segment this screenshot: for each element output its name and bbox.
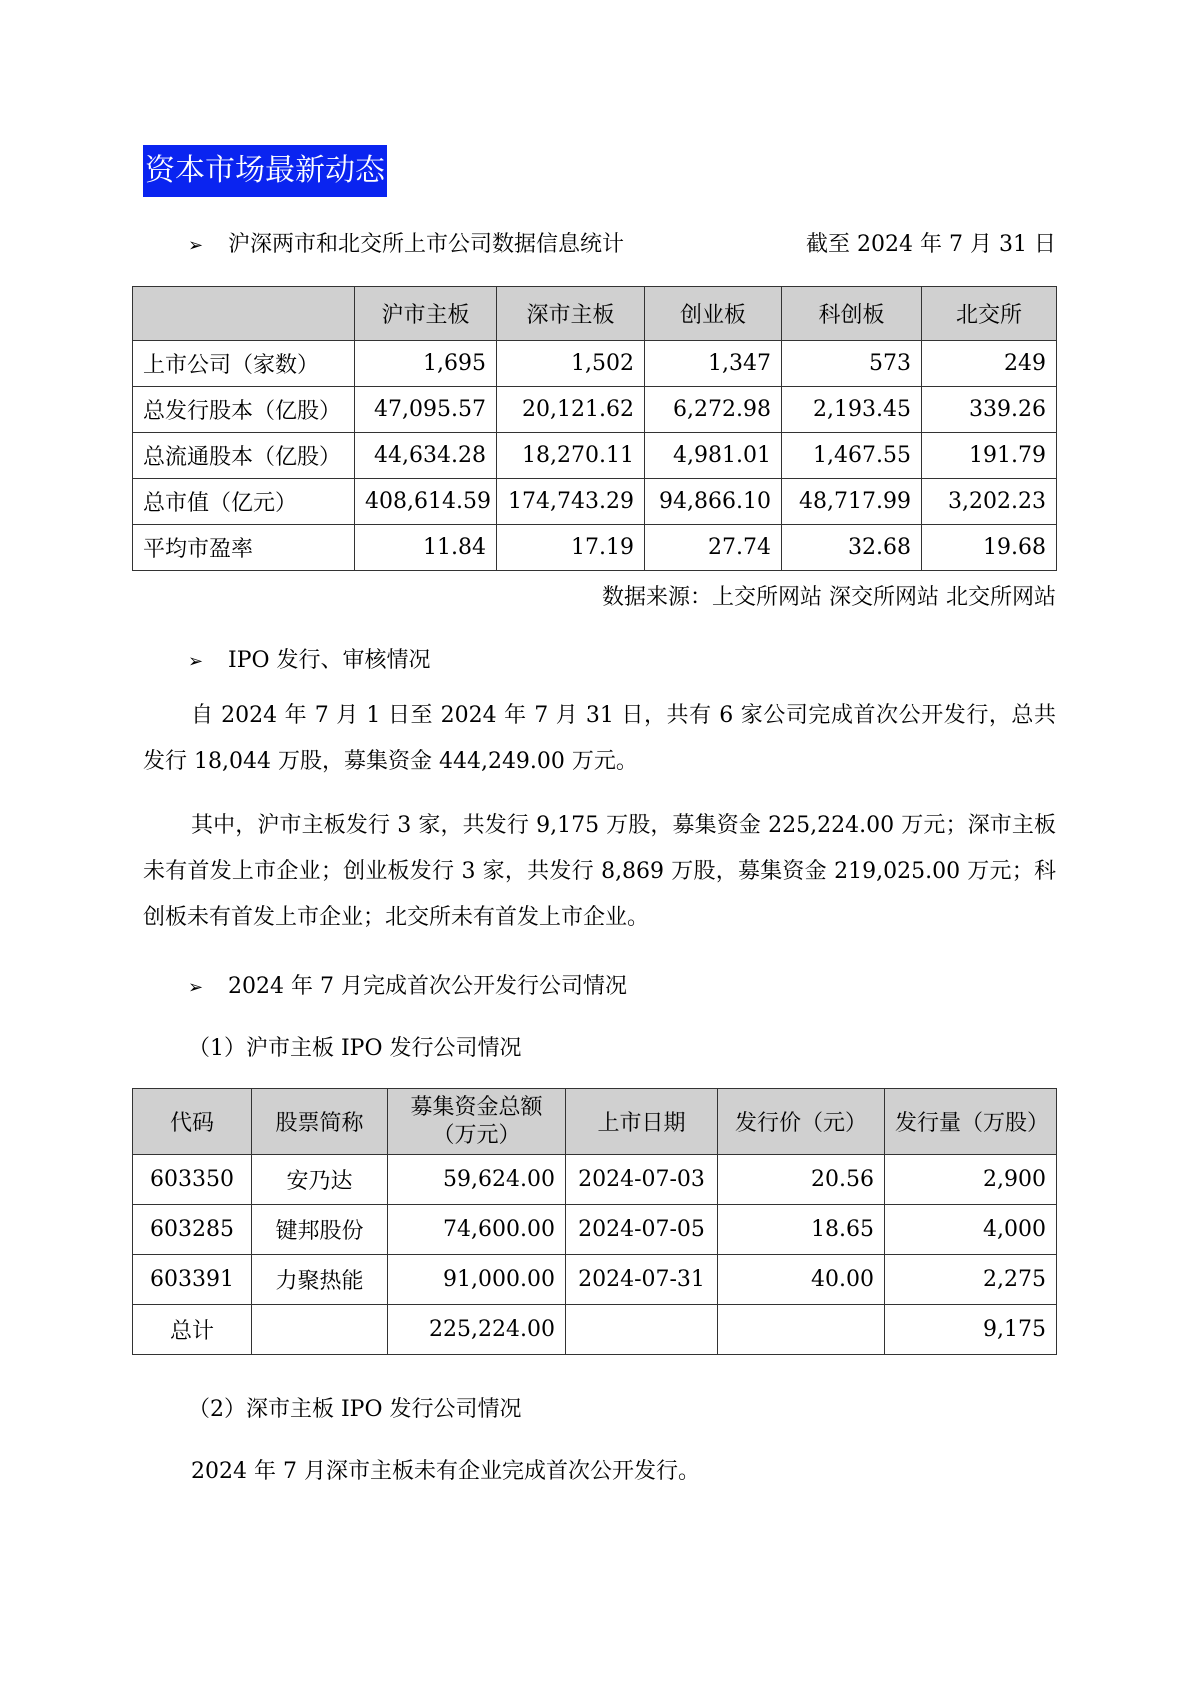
stats-header-row xyxy=(133,287,1057,341)
issue-volume: 2,275 xyxy=(885,1255,1057,1305)
stats-heading: 沪深两市和北交所上市公司数据信息统计 xyxy=(228,232,625,257)
listing-date: 2024-07-03 xyxy=(566,1155,718,1205)
table-cell: 1,467.55 xyxy=(782,433,922,479)
table-cell: 17.19 xyxy=(497,525,645,571)
amount-header-line1: 募集资金总额 xyxy=(410,1094,543,1120)
arrow-bullet-icon: ➢ xyxy=(188,651,204,672)
stock-name: 力聚热能 xyxy=(252,1255,388,1305)
table-cell-empty xyxy=(566,1305,718,1355)
stock-code: 603350 xyxy=(133,1155,252,1205)
arrow-bullet-icon: ➢ xyxy=(188,977,204,998)
table-cell: 1,502 xyxy=(497,341,645,387)
stock-name: 键邦股份 xyxy=(252,1205,388,1255)
table-row xyxy=(133,341,1057,387)
table-cell: 27.74 xyxy=(645,525,782,571)
stats-source: 数据来源：上交所网站 深交所网站 北交所网站 xyxy=(602,585,1056,610)
table-cell: 191.79 xyxy=(922,433,1057,479)
issue-price: 40.00 xyxy=(718,1255,885,1305)
stats-as-of: 截至 2024 年 7 月 31 日 xyxy=(806,232,1056,257)
table-cell: 18,270.11 xyxy=(497,433,645,479)
stats-col-header: 沪市主板 xyxy=(355,287,497,341)
table-cell-empty xyxy=(252,1305,388,1355)
stats-col-header: 创业板 xyxy=(645,287,782,341)
ipo-heading-line xyxy=(188,646,431,677)
arrow-bullet-icon: ➢ xyxy=(188,235,204,256)
issue-volume: 2,900 xyxy=(885,1155,1057,1205)
stock-code: 603391 xyxy=(133,1255,252,1305)
ipo-july-heading: 2024 年 7 月完成首次公开发行公司情况 xyxy=(228,974,627,999)
table-cell: 573 xyxy=(782,341,922,387)
sh-col-header: 上市日期 xyxy=(566,1089,718,1155)
table-cell: 1,695 xyxy=(355,341,497,387)
sh-ipo-heading: （1）沪市主板 IPO 发行公司情况 xyxy=(188,1036,522,1061)
issue-price: 20.56 xyxy=(718,1155,885,1205)
table-cell: 19.68 xyxy=(922,525,1057,571)
row-label: 平均市盈率 xyxy=(133,525,355,571)
table-cell: 11.84 xyxy=(355,525,497,571)
table-cell: 6,272.98 xyxy=(645,387,782,433)
ipo-heading: IPO 发行、审核情况 xyxy=(228,648,431,673)
raised-amount: 91,000.00 xyxy=(388,1255,566,1305)
stats-heading-line xyxy=(188,230,624,261)
table-cell: 249 xyxy=(922,341,1057,387)
sh-col-header-amount xyxy=(388,1089,566,1155)
sh-col-header: 股票简称 xyxy=(252,1089,388,1155)
stock-code: 603285 xyxy=(133,1205,252,1255)
total-amount: 225,224.00 xyxy=(388,1305,566,1355)
table-cell: 94,866.10 xyxy=(645,479,782,525)
table-cell: 3,202.23 xyxy=(922,479,1057,525)
stats-col-header: 科创板 xyxy=(782,287,922,341)
listing-date: 2024-07-31 xyxy=(566,1255,718,1305)
amount-header-line2: （万元） xyxy=(432,1122,521,1148)
sh-col-header: 发行量（万股） xyxy=(885,1089,1057,1155)
table-row xyxy=(133,525,1057,571)
total-row xyxy=(133,1305,1057,1355)
sh-ipo-header-row xyxy=(133,1089,1057,1155)
sh-ipo-table xyxy=(132,1088,1057,1355)
issue-volume: 4,000 xyxy=(885,1205,1057,1255)
table-row xyxy=(133,387,1057,433)
stock-name: 安乃达 xyxy=(252,1155,388,1205)
table-row xyxy=(133,1255,1057,1305)
table-row xyxy=(133,1155,1057,1205)
sz-ipo-heading: （2）深市主板 IPO 发行公司情况 xyxy=(188,1397,522,1422)
table-cell: 2,193.45 xyxy=(782,387,922,433)
table-cell: 44,634.28 xyxy=(355,433,497,479)
total-label: 总计 xyxy=(133,1305,252,1355)
table-row xyxy=(133,1205,1057,1255)
stats-col-header xyxy=(133,287,355,341)
ipo-july-heading-line xyxy=(188,972,627,1003)
row-label: 总发行股本（亿股） xyxy=(133,387,355,433)
row-label: 总市值（亿元） xyxy=(133,479,355,525)
ipo-paragraph-2: 其中，沪市主板发行 3 家，共发行 9,175 万股，募集资金 225,224.00 万元；深市主板未有首发上市企业；创业板发行 3 家，共发行 8,869 万股，募集资金 219,025.00 万元；科创板未有首发上市企业；北交所未有首发上市企业。 xyxy=(143,813,1056,930)
table-cell: 32.68 xyxy=(782,525,922,571)
issue-price: 18.65 xyxy=(718,1205,885,1255)
listing-date: 2024-07-05 xyxy=(566,1205,718,1255)
sh-col-header: 代码 xyxy=(133,1089,252,1155)
stats-table xyxy=(132,286,1057,571)
total-volume: 9,175 xyxy=(885,1305,1057,1355)
stats-col-header: 深市主板 xyxy=(497,287,645,341)
raised-amount: 59,624.00 xyxy=(388,1155,566,1205)
ipo-paragraph-1: 自 2024 年 7 月 1 日至 2024 年 7 月 31 日，共有 6 家公司完成首次公开发行，总共发行 18,044 万股，募集资金 444,249.00 万元。 xyxy=(143,703,1056,774)
sh-col-header: 发行价（元） xyxy=(718,1089,885,1155)
sz-ipo-text: 2024 年 7 月深市主板未有企业完成首次公开发行。 xyxy=(191,1459,700,1484)
section-title: 资本市场最新动态 xyxy=(143,145,387,197)
raised-amount: 74,600.00 xyxy=(388,1205,566,1255)
table-row xyxy=(133,479,1057,525)
table-row xyxy=(133,433,1057,479)
row-label: 上市公司（家数） xyxy=(133,341,355,387)
stats-col-header: 北交所 xyxy=(922,287,1057,341)
row-label: 总流通股本（亿股） xyxy=(133,433,355,479)
table-cell: 47,095.57 xyxy=(355,387,497,433)
table-cell: 174,743.29 xyxy=(497,479,645,525)
table-cell: 48,717.99 xyxy=(782,479,922,525)
table-cell: 1,347 xyxy=(645,341,782,387)
table-cell-empty xyxy=(718,1305,885,1355)
table-cell: 339.26 xyxy=(922,387,1057,433)
table-cell: 408,614.59 xyxy=(355,479,497,525)
table-cell: 20,121.62 xyxy=(497,387,645,433)
table-cell: 4,981.01 xyxy=(645,433,782,479)
